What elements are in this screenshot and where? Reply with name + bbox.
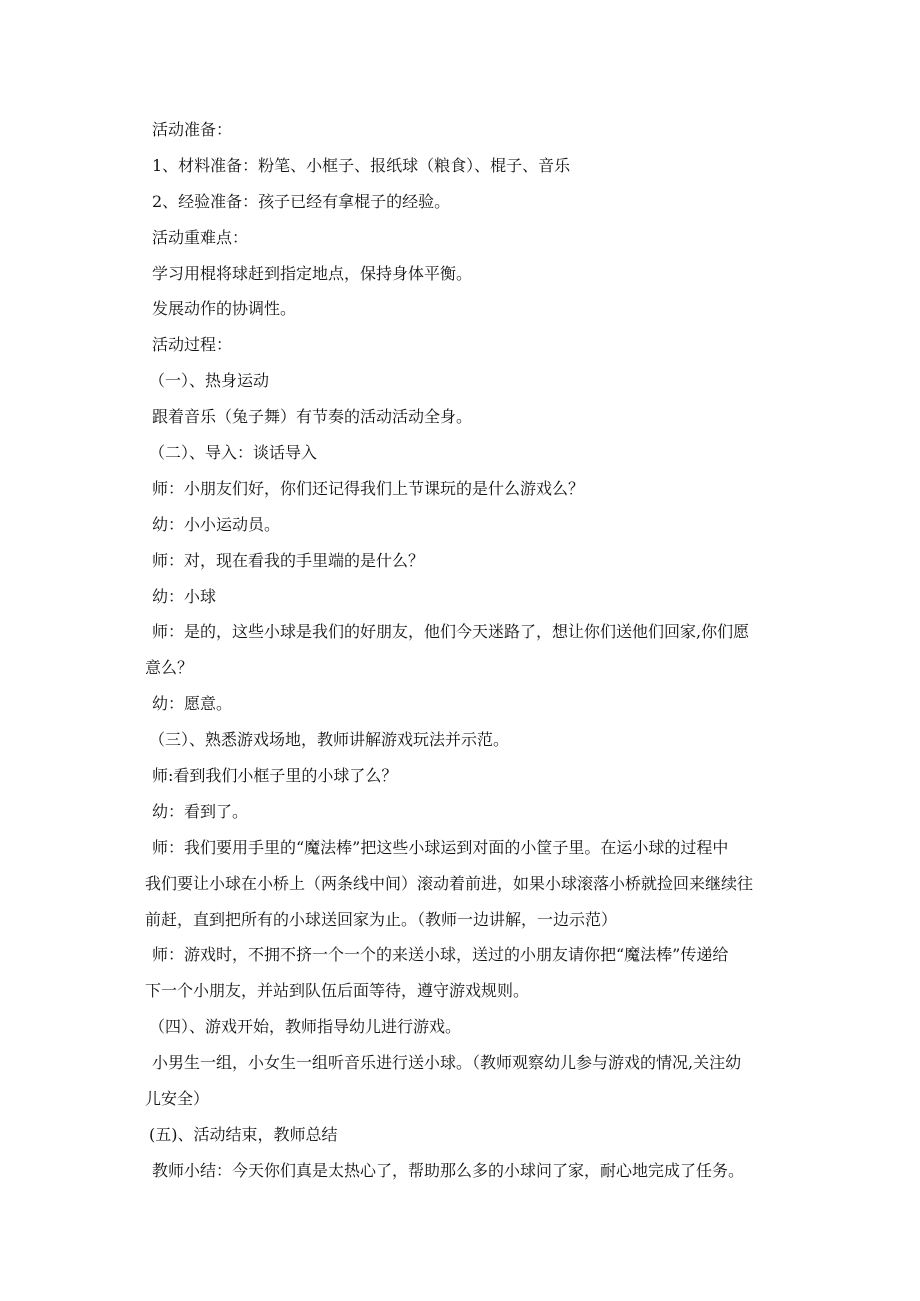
paragraph-experience: 2、经验准备：孩子已经有拿棍子的经验。 — [152, 191, 451, 211]
heading-key-points: 活动重难点： — [152, 227, 249, 247]
heading-activity-process: 活动过程： — [152, 335, 233, 355]
dialogue-line: 幼：看到了。 — [152, 801, 249, 821]
dialogue-line-continued: 下一个小朋友，并站到队伍后面等待，遵守游戏规则。 — [145, 981, 530, 1001]
section-heading-1: （一）、热身运动 — [149, 371, 270, 391]
paragraph-game-groups-continued: 儿安全） — [145, 1089, 210, 1109]
dialogue-line: 师：游戏时，不拥不挤一个一个的来送小球，送过的小朋友请你把“魔法棒”传递给 — [152, 945, 729, 965]
section-heading-4: （四）、游戏开始，教师指导幼儿进行游戏。 — [149, 1017, 462, 1037]
dialogue-line: 师：对，现在看我的手里端的是什么？ — [152, 550, 425, 570]
dialogue-line: 幼：小球 — [152, 586, 217, 606]
dialogue-line: 幼：愿意。 — [152, 694, 233, 714]
dialogue-line: 师：是的，这些小球是我们的好朋友，他们今天迷路了，想让你们送他们回家,你们愿 — [152, 622, 750, 642]
dialogue-line: 幼：小小运动员。 — [152, 514, 281, 534]
dialogue-line-continued: 前赶，直到把所有的小球送回家为止。（教师一边讲解，一边示范） — [145, 909, 618, 929]
document-body — [145, 112, 795, 1189]
paragraph-key-point-1: 学习用棍将球赶到指定地点，保持身体平衡。 — [152, 263, 473, 283]
paragraph-teacher-summary: 教师小结：今天你们真是太热心了，帮助那么多的小球问了家，耐心地完成了任务。 — [152, 1160, 745, 1180]
paragraph-key-point-2: 发展动作的协调性。 — [152, 299, 297, 319]
section-heading-5: (五)、活动结束，教师总结 — [149, 1124, 338, 1144]
paragraph-game-groups: 小男生一组，小女生一组听音乐进行送小球。（教师观察幼儿参与游戏的情况,关注幼 — [152, 1053, 742, 1073]
section-heading-2: （二）、导入：谈话导入 — [149, 443, 318, 463]
paragraph-materials: 1、材料准备：粉笔、小框子、报纸球（粮食）、棍子、音乐 — [152, 155, 571, 175]
section-heading-3: （三）、熟悉游戏场地，教师讲解游戏玩法并示范。 — [149, 730, 510, 750]
dialogue-line-continued: 我们要让小球在小桥上（两条线中间）滚动着前进，如果小球滚落小桥就捡回来继续往 — [145, 873, 754, 893]
dialogue-line: 师:看到我们小框子里的小球了么？ — [152, 766, 398, 786]
dialogue-line-continued: 意么？ — [145, 658, 194, 678]
heading-activity-preparation: 活动准备： — [152, 120, 233, 139]
dialogue-line: 师：我们要用手里的“魔法棒”把这些小球运到对面的小筐子里。在运小球的过程中 — [152, 837, 729, 857]
dialogue-line: 师：小朋友们好，你们还记得我们上节课玩的是什么游戏么？ — [152, 478, 585, 498]
paragraph-warmup: 跟着音乐（兔子舞）有节奏的活动活动全身。 — [152, 407, 473, 427]
